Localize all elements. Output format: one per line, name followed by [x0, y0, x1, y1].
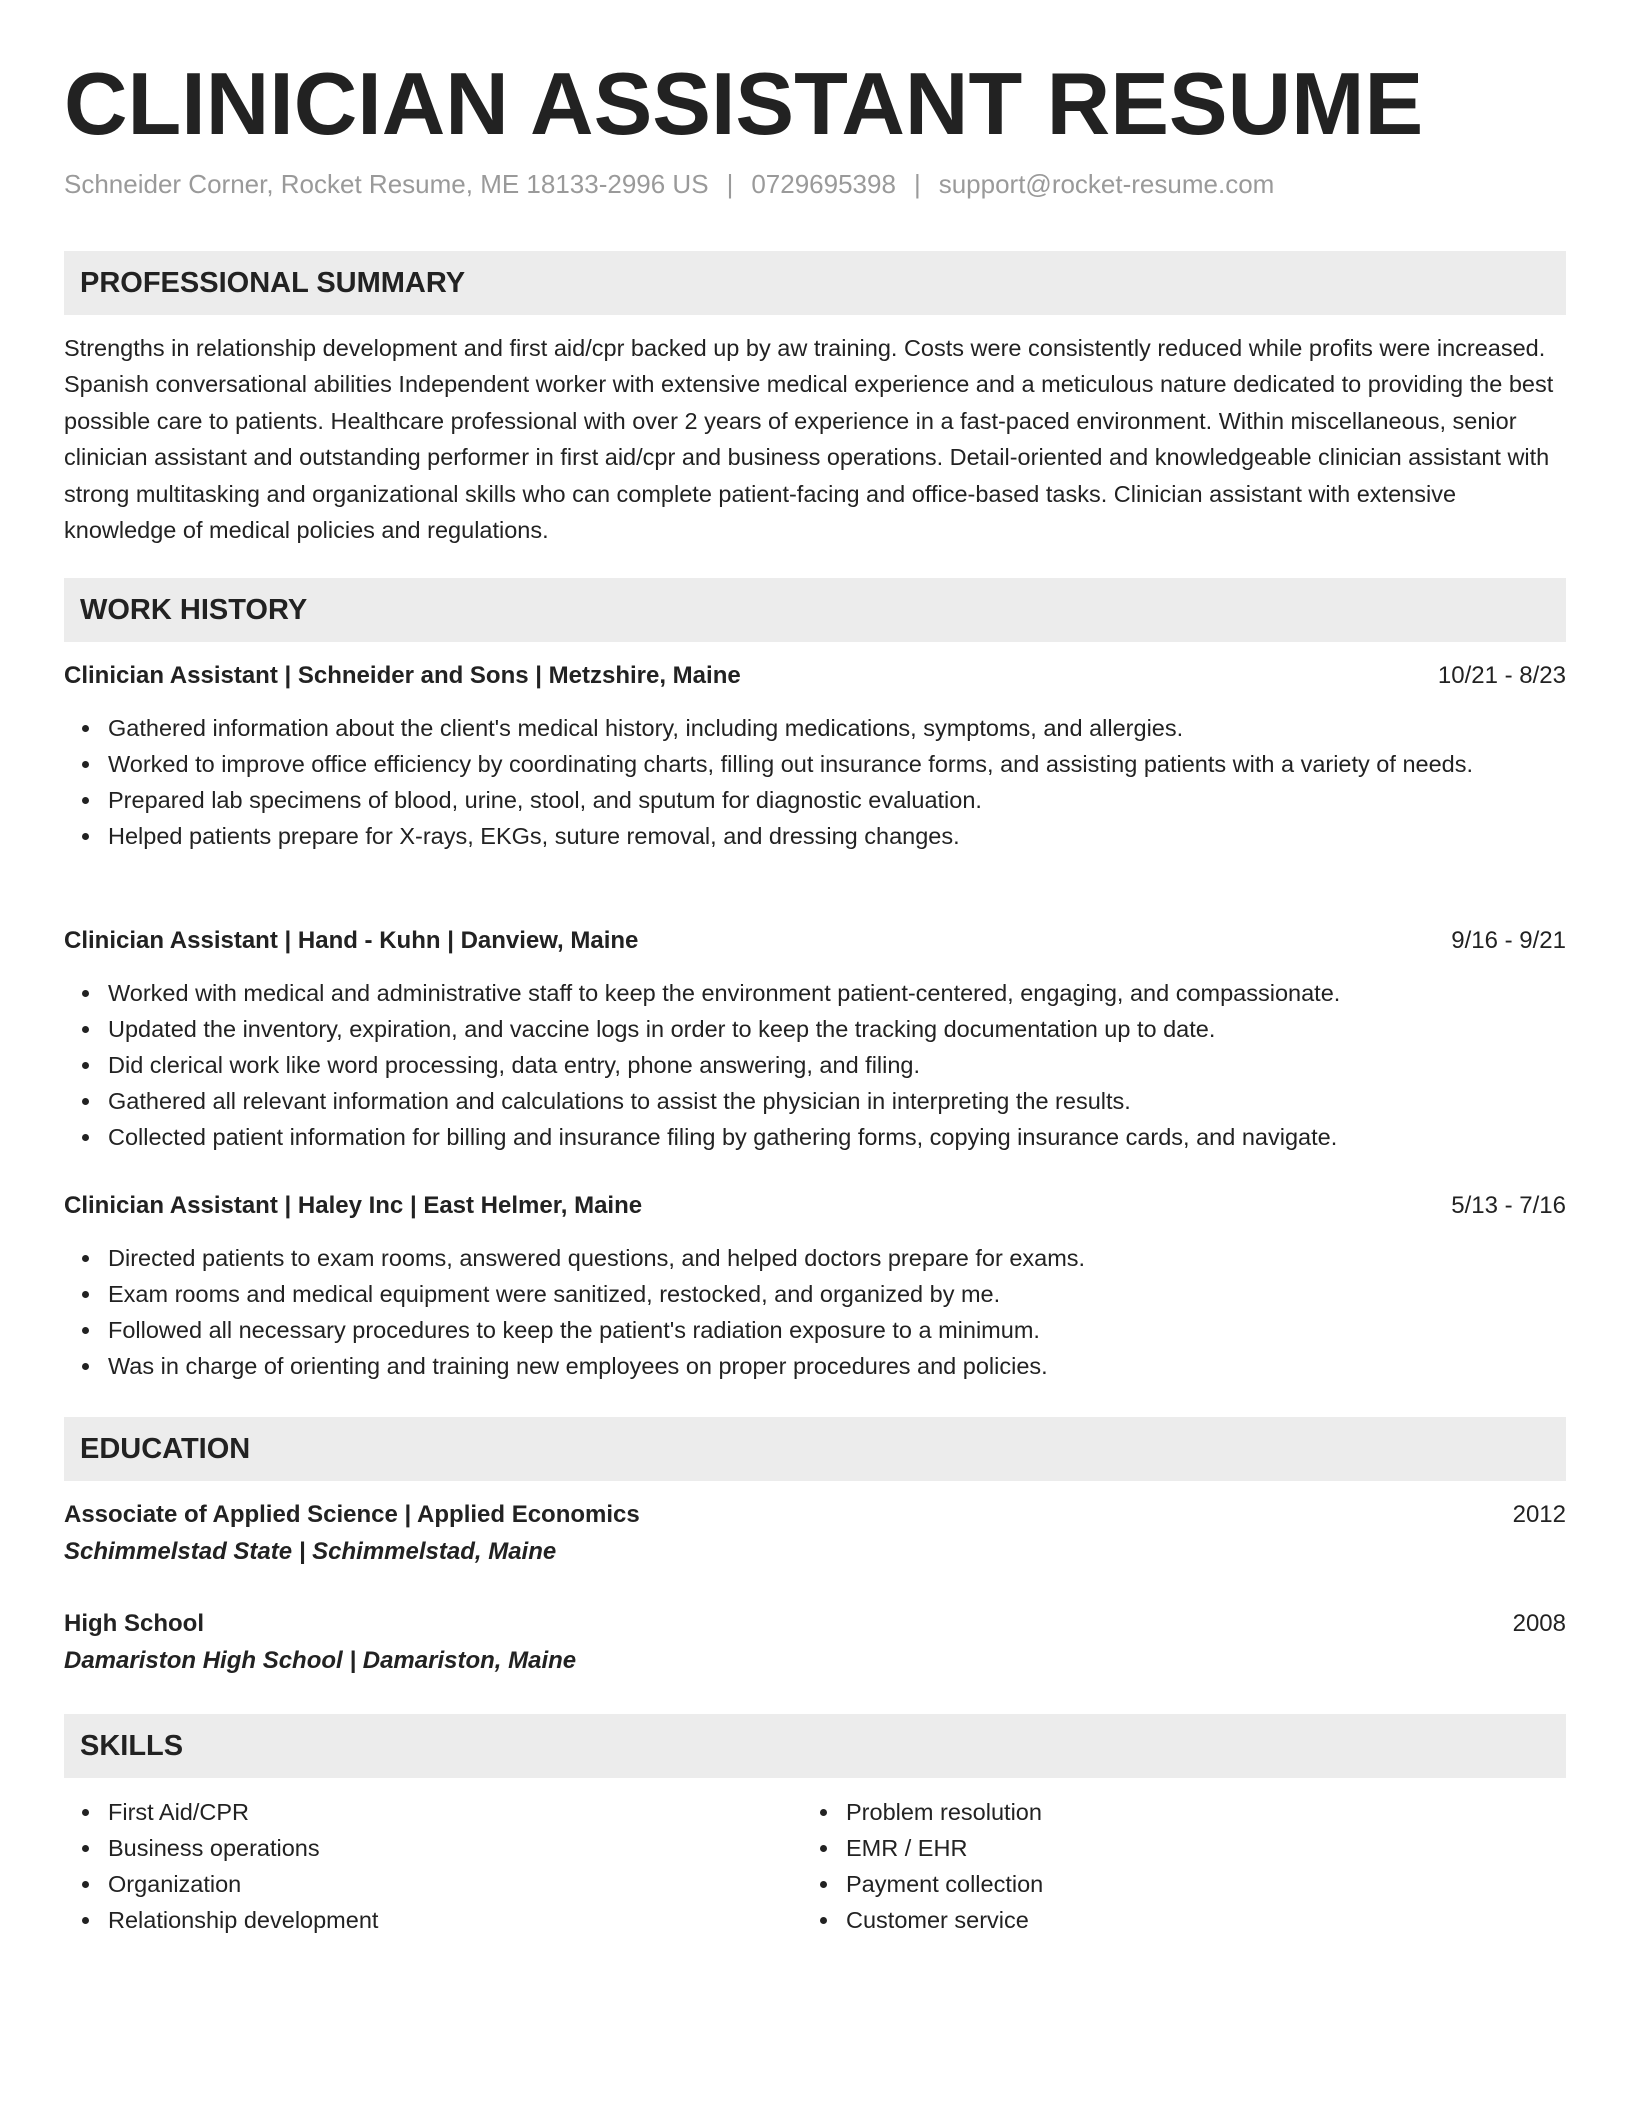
job-dates: 10/21 - 8/23: [1437, 662, 1566, 689]
job-bullet: Gathered all relevant information and calculations to assist the physician in interpreting the results.: [108, 1083, 1566, 1119]
skills-list-right: [802, 1794, 1502, 1938]
contact-separator: |: [913, 169, 921, 199]
education-heading: EDUCATION: [64, 1417, 1566, 1481]
skills-list-left: [64, 1794, 764, 1938]
job-dates: 5/13 - 7/16: [1451, 1192, 1566, 1219]
job-bullet: Worked to improve office efficiency by coordinating charts, filling out insurance forms, and assisting patients with a variety of needs.: [108, 746, 1566, 782]
education-entry: [64, 1497, 1566, 1533]
contact-line: [64, 166, 1274, 202]
skill-item: Business operations: [108, 1830, 764, 1866]
contact-address: Schneider Corner, Rocket Resume, ME 18133-2996 US: [64, 169, 709, 199]
resume-title: CLINICIAN ASSISTANT RESUME: [64, 54, 1424, 153]
skill-item: Problem resolution: [846, 1794, 1502, 1830]
job-dates: 9/16 - 9/21: [1451, 927, 1566, 954]
education-school: Damariston High School | Damariston, Maine: [64, 1647, 577, 1674]
education-degree: High School: [64, 1610, 204, 1637]
job-title: Clinician Assistant | Hand - Kuhn | Danview, Maine: [64, 927, 639, 954]
job-bullets: [64, 710, 1566, 854]
job-title: Clinician Assistant | Schneider and Sons | Metzshire, Maine: [64, 662, 741, 689]
skill-item: EMR / EHR: [846, 1830, 1502, 1866]
job-bullet: Followed all necessary procedures to keep the patient's radiation exposure to a minimum.: [108, 1312, 1566, 1348]
education-year: 2008: [1512, 1610, 1566, 1637]
job-bullet: Gathered information about the client's medical history, including medications, symptoms, and allergies.: [108, 710, 1566, 746]
contact-separator: |: [726, 169, 734, 199]
job-bullet: Was in charge of orienting and training new employees on proper procedures and policies.: [108, 1348, 1566, 1384]
education-school: Schimmelstad State | Schimmelstad, Maine: [64, 1538, 557, 1565]
education-year: 2012: [1512, 1501, 1566, 1528]
job-bullet: Directed patients to exam rooms, answered questions, and helped doctors prepare for exams.: [108, 1240, 1566, 1276]
contact-email: support@rocket-resume.com: [938, 169, 1275, 199]
summary-heading: PROFESSIONAL SUMMARY: [64, 251, 1566, 315]
contact-phone: 0729695398: [751, 169, 896, 199]
job-bullet: Did clerical work like word processing, data entry, phone answering, and filing.: [108, 1047, 1566, 1083]
job-header: [64, 1188, 1566, 1224]
job-title: Clinician Assistant | Haley Inc | East Helmer, Maine: [64, 1192, 643, 1219]
skill-item: Payment collection: [846, 1866, 1502, 1902]
job-bullet: Exam rooms and medical equipment were sanitized, restocked, and organized by me.: [108, 1276, 1566, 1312]
skill-item: Relationship development: [108, 1902, 764, 1938]
skill-item: Organization: [108, 1866, 764, 1902]
job-bullet: Prepared lab specimens of blood, urine, stool, and sputum for diagnostic evaluation.: [108, 782, 1566, 818]
job-bullet: Collected patient information for billing and insurance filing by gathering forms, copying insurance cards, and navigate.: [108, 1119, 1566, 1155]
summary-text: Strengths in relationship development and first aid/cpr backed up by aw training. Costs were consistently reduced while profits were increased. Spanish conversational abilities Independent worker with extensive medical experience and a meticulous nature dedicated to providing the best possible care to patients. Healthcare professional with over 2 years of experience in a fast-paced environment. Within miscellaneous, senior clinician assistant and outstanding performer in first aid/cpr and business operations. Detail-oriented and knowledgeable clinician assistant with strong multitasking and organizational skills who can complete patient-facing and office-based tasks. Clinician assistant with extensive knowledge of medical policies and regulations.: [64, 335, 1554, 544]
education-degree: Associate of Applied Science | Applied Economics: [64, 1501, 640, 1528]
job-header: [64, 923, 1566, 959]
job-bullets: [64, 1240, 1566, 1384]
job-header: [64, 658, 1566, 694]
job-bullet: Helped patients prepare for X-rays, EKGs, suture removal, and dressing changes.: [108, 818, 1566, 854]
job-bullet: Worked with medical and administrative staff to keep the environment patient-centered, engaging, and compassionate.: [108, 975, 1566, 1011]
skill-item: First Aid/CPR: [108, 1794, 764, 1830]
skill-item: Customer service: [846, 1902, 1502, 1938]
skills-heading: SKILLS: [64, 1714, 1566, 1778]
education-entry: [64, 1606, 1566, 1642]
work-history-heading: WORK HISTORY: [64, 578, 1566, 642]
job-bullets: [64, 975, 1566, 1155]
job-bullet: Updated the inventory, expiration, and vaccine logs in order to keep the tracking documentation up to date.: [108, 1011, 1566, 1047]
